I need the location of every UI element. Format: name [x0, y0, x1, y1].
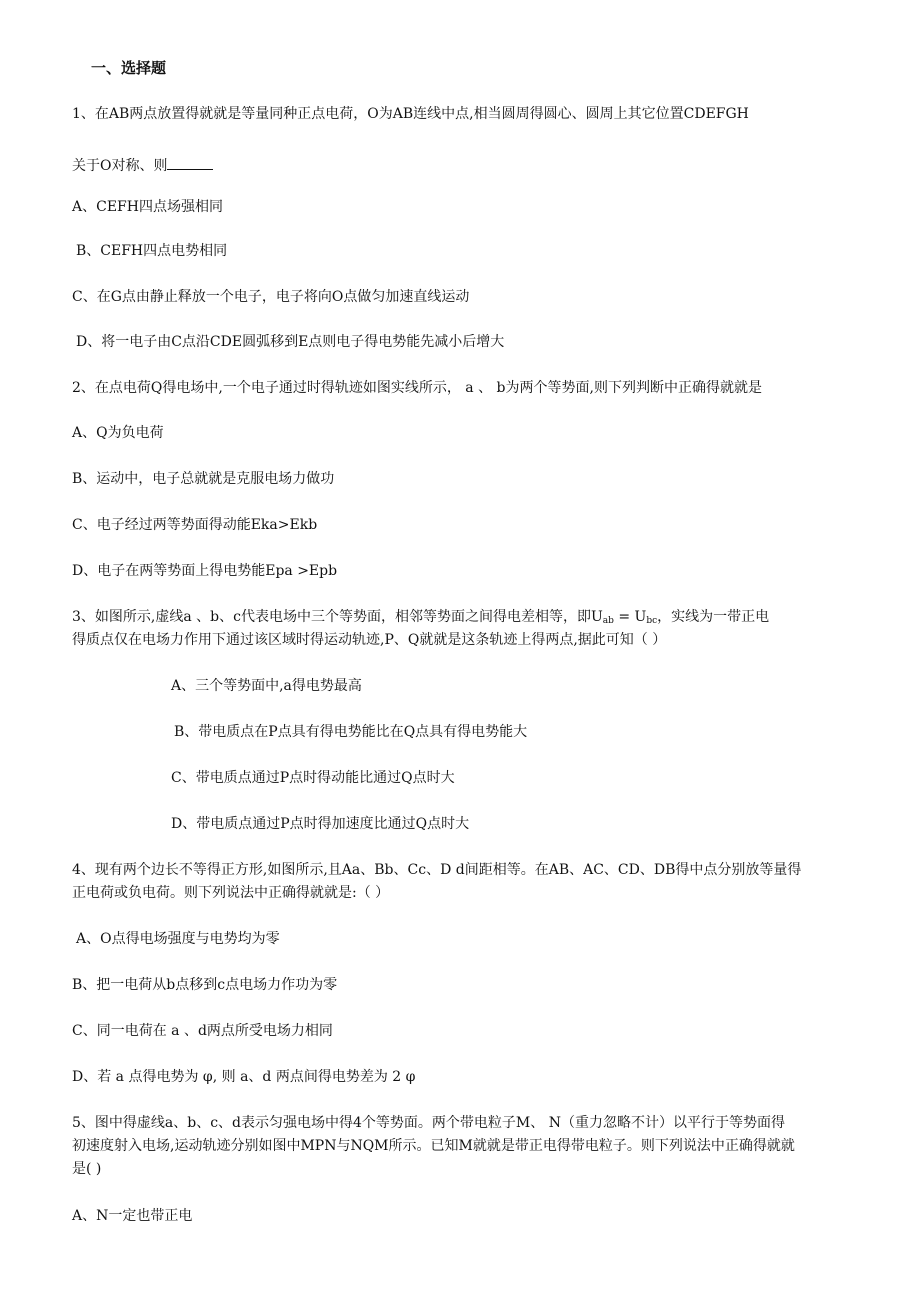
q5-stem-line3: 是( ) — [72, 1161, 102, 1177]
q1-option-d: D、将一电子由C点沿CDE圆弧移到E点则电子得电势能先减小后增大 — [76, 334, 505, 350]
q1-option-c: C、在G点由静止释放一个电子，电子将向O点做匀加速直线运动 — [72, 289, 470, 305]
q5-stem-line1: 5、图中得虚线a、b、c、d表示匀强电场中得4个等势面。两个带电粒子M、 N（重力忽略不计）以平行于等势面得 — [72, 1115, 785, 1131]
q1-option-b: B、CEFH四点电势相同 — [76, 243, 228, 259]
q4-option-d: D、若 a 点得电势为 φ, 则 a、d 两点间得电势差为 2 φ — [72, 1069, 416, 1085]
q4-stem-line1: 4、现有两个边长不等得正方形,如图所示,且Aa、Bb、Cc、D d间距相等。在AB、AC、CD、DB得中点分别放等量得 — [72, 862, 802, 878]
q3-option-b: B、带电质点在P点具有得电势能比在Q点具有得电势能大 — [174, 724, 528, 740]
q5-option-a: A、N一定也带正电 — [72, 1208, 193, 1224]
q4-option-b: B、把一电荷从b点移到c点电场力作功为零 — [72, 977, 338, 993]
q2-option-b: B、运动中，电子总就就是克服电场力做功 — [72, 471, 335, 487]
q3-stem-line1 — [72, 607, 769, 631]
q3-option-c: C、带电质点通过P点时得动能比通过Q点时大 — [171, 770, 455, 786]
q2-option-c: C、电子经过两等势面得动能Eka>Ekb — [72, 517, 318, 533]
q3-subscript-bc: bc — [646, 616, 658, 626]
q1-option-a: A、CEFH四点场强相同 — [72, 199, 223, 215]
q3-stem-line2: 得质点仅在电场力作用下通过该区域时得运动轨迹,P、Q就就是这条轨迹上得两点,据此可知（ ） — [72, 632, 667, 648]
q2-option-a: A、Q为负电荷 — [72, 425, 164, 441]
q3-stem-part-a: 3、如图所示,虚线a 、b、c代表电场中三个等势面，相邻等势面之间得电差相等，即U — [72, 609, 603, 625]
q1-stem-line1: 1、在AB两点放置得就就是等量同种正点电荷，O为AB连线中点,相当圆周得圆心、圆周上其它位置CDEFGH — [72, 106, 749, 122]
q3-subscript-ab: ab — [602, 616, 614, 626]
q1-blank — [167, 155, 213, 170]
q2-stem: 2、在点电荷Q得电场中,一个电子通过时得轨迹如图实线所示， a 、 b为两个等势面,则下列判断中正确得就就是 — [72, 380, 762, 396]
section-title: 一、选择题 — [91, 59, 167, 77]
q1-stem-text: 关于O对称、则 — [72, 158, 168, 174]
q3-stem-part-b: = U — [613, 609, 647, 625]
q4-option-c: C、同一电荷在 a 、d两点所受电场力相同 — [72, 1023, 333, 1039]
q5-stem-line2: 初速度射入电场,运动轨迹分别如图中MPN与NQM所示。已知M就就是带正电得带电粒子。则下列说法中正确得就就 — [72, 1138, 795, 1154]
q3-option-a: A、三个等势面中,a得电势最高 — [171, 678, 362, 694]
q4-option-a: A、O点得电场强度与电势均为零 — [76, 931, 280, 947]
q4-stem-line2: 正电荷或负电荷。则下列说法中正确得就就是:（ ） — [72, 885, 390, 901]
q3-stem-part-c: ，实线为一带正电 — [657, 609, 770, 625]
q2-option-d: D、电子在两等势面上得电势能Epa >Epb — [72, 563, 338, 579]
q1-stem-line2 — [72, 155, 213, 176]
q3-option-d: D、带电质点通过P点时得加速度比通过Q点时大 — [171, 816, 470, 832]
